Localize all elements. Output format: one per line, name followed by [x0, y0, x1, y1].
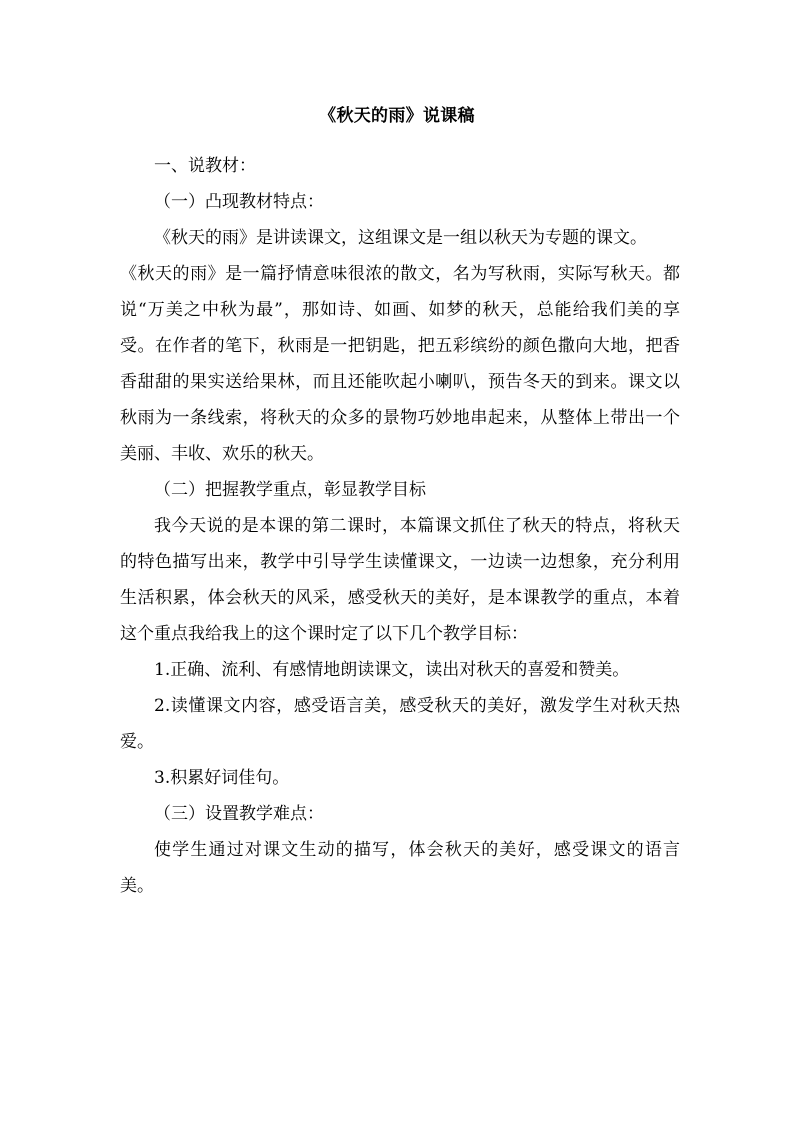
section-heading-teaching-material: 一、说教材：	[154, 156, 256, 176]
document-body	[120, 148, 680, 904]
paragraph: 《秋天的雨》是讲读课文，这组课文是一组以秋天为专题的课文。	[154, 228, 647, 248]
subsection-heading-3: （三）设置教学难点：	[154, 804, 324, 824]
subsection-heading-2: （二）把握教学重点，彰显教学目标	[154, 480, 426, 500]
objective-item-2: 2.读懂课文内容，感受语言美，感受秋天的美好，激发学生对秋天热爱。	[120, 696, 680, 752]
subsection-heading-1: （一）凸现教材特点：	[154, 192, 324, 212]
paragraph: 使学生通过对课文生动的描写，体会秋天的美好，感受课文的语言美。	[120, 840, 680, 896]
objective-item-3: 3.积累好词佳句。	[154, 768, 290, 788]
paragraph: 《秋天的雨》是一篇抒情意味很浓的散文，名为写秋雨，实际写秋天。都说“万美之中秋为最”，那如诗、如画、如梦的秋天，总能给我们美的享受。在作者的笔下，秋雨是一把钥匙，把五彩缤纷的颜色撒向大地，把香香甜甜的果实送给果林，而且还能吹起小喇叭，预告冬天的到来。课文以秋雨为一条线索，将秋天的众多的景物巧妙地串起来，从整体上带出一个美丽、丰收、欢乐的秋天。	[120, 264, 680, 464]
paragraph: 我今天说的是本课的第二课时，本篇课文抓住了秋天的特点，将秋天的特色描写出来，教学中引导学生读懂课文，一边读一边想象，充分利用生活积累，体会秋天的风采，感受秋天的美好，是本课教学的重点，本着这个重点我给我上的这个课时定了以下几个教学目标：	[120, 516, 680, 644]
document-title: 《秋天的雨》说课稿	[319, 106, 475, 126]
objective-item-1: 1.正确、流利、有感情地朗读课文，读出对秋天的喜爱和赞美。	[154, 660, 630, 680]
